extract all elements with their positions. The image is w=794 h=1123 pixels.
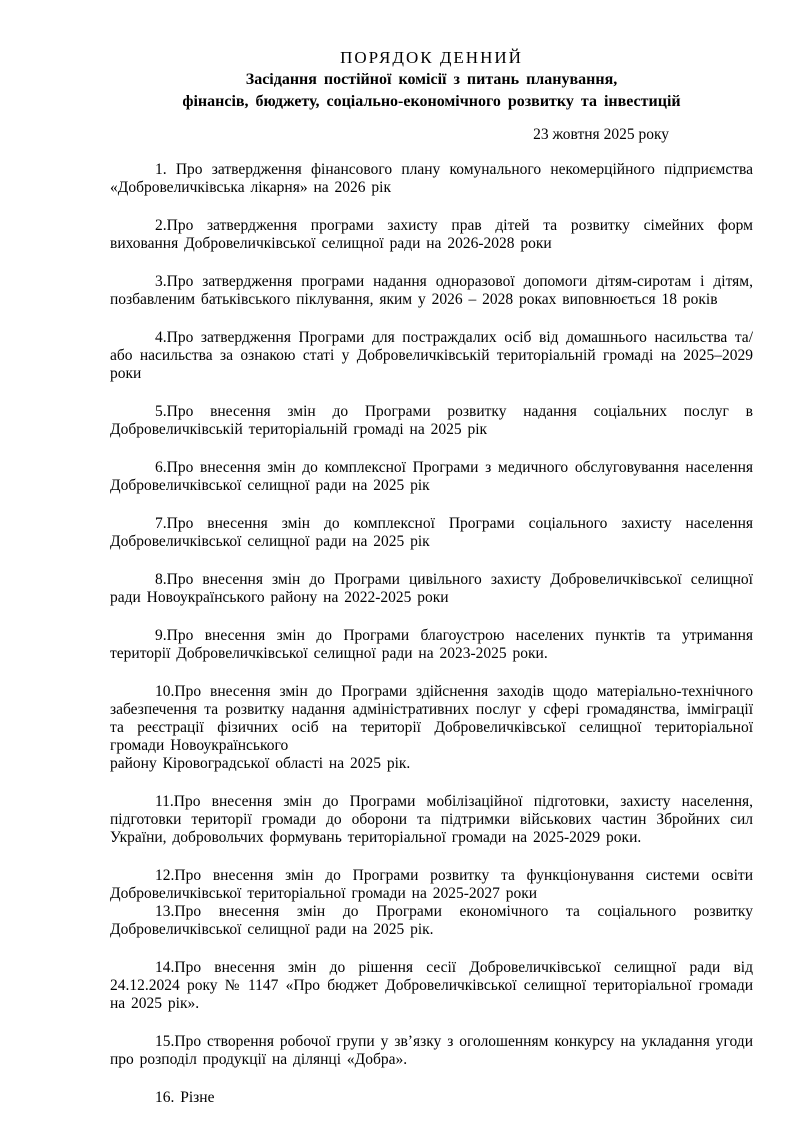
agenda-item-12: 12.Про внесення змін до Програми розвитку та функціонування системи освіти Добровеличківської територіальної громади на 2025-2027 роки: [110, 867, 753, 902]
agenda-item-10-continuation: району Кіровоградської області на 2025 рік.: [110, 755, 411, 772]
document-subtitle-line-1: Засідання постійної комісії з питань планування,: [245, 71, 618, 88]
agenda-item-3: 3.Про затвердження програми надання одноразової допомоги дітям-сиротам і дітям, позбавленим батьківського піклування, яким у 2026 – 2028 роках виповнюється 18 років: [110, 273, 753, 308]
agenda-item-8: 8.Про внесення змін до Програми цивільного захисту Добровеличківської селищної ради Новоукраїнського району на 2022-2025 роки: [110, 571, 753, 606]
agenda-item-13: 13.Про внесення змін до Програми економічного та соціального розвитку Добровеличківської селищної ради на 2025 рік.: [110, 903, 753, 938]
agenda-item-1: 1. Про затвердження фінансового плану комунального некомерційного підприємства «Добровеличківська лікарня» на 2026 рік: [110, 161, 753, 196]
agenda-item-9: 9.Про внесення змін до Програми благоустрою населених пунктів та утримання території Добровеличківської селищної ради на 2023-2025 роки.: [110, 627, 753, 662]
agenda-item-7: 7.Про внесення змін до комплексної Програми соціального захисту населення Добровеличківської селищної ради на 2025 рік: [110, 515, 753, 550]
agenda-item-4: 4.Про затвердження Програми для постраждалих осіб від домашнього насильства та/або насильства за ознакою статі у Добровеличківській територіальній громаді на 2025–2029 роки: [110, 329, 753, 382]
agenda-item-16: 16. Різне: [155, 1089, 215, 1106]
agenda-item-11: 11.Про внесення змін до Програми мобілізаційної підготовки, захисту населення, підготовки території громади до оборони та підтримки військових частин Збройних сил України, добровольчих формувань територіальної громади на 2025-2029 роки.: [110, 793, 753, 846]
agenda-item-10: 10.Про внесення змін до Програми здійснення заходів щодо матеріально-технічного забезпечення та розвитку надання адміністративних послуг у сфері громадянства, імміграції та реєстрації фізичних осіб на території Добровеличківської селищної територіальної громади Новоукраїнського: [110, 683, 753, 754]
document-date: 23 жовтня 2025 року: [533, 126, 669, 143]
agenda-item-5: 5.Про внесення змін до Програми розвитку надання соціальних послуг в Добровеличківській територіальній громаді на 2025 рік: [110, 403, 753, 438]
document-subtitle-line-2: фінансів, бюджету, соціально-економічного розвитку та інвестицій: [182, 93, 681, 110]
agenda-item-15: 15.Про створення робочої групи у зв’язку з оголошенням конкурсу на укладання угоди про розподіл продукції на ділянці «Добра».: [110, 1033, 753, 1068]
agenda-item-2: 2.Про затвердження програми захисту прав дітей та розвитку сімейних форм виховання Добровеличківської селищної ради на 2026-2028 роки: [110, 217, 753, 252]
agenda-item-6: 6.Про внесення змін до комплексної Програми з медичного обслуговування населення Добровеличківської селищної ради на 2025 рік: [110, 459, 753, 494]
document-title: ПОРЯДОК ДЕННИЙ: [340, 48, 523, 67]
agenda-item-14: 14.Про внесення змін до рішення сесії Добровеличківської селищної ради від 24.12.2024 року № 1147 «Про бюджет Добровеличківської селищної територіальної громади на 2025 рік».: [110, 959, 753, 1012]
